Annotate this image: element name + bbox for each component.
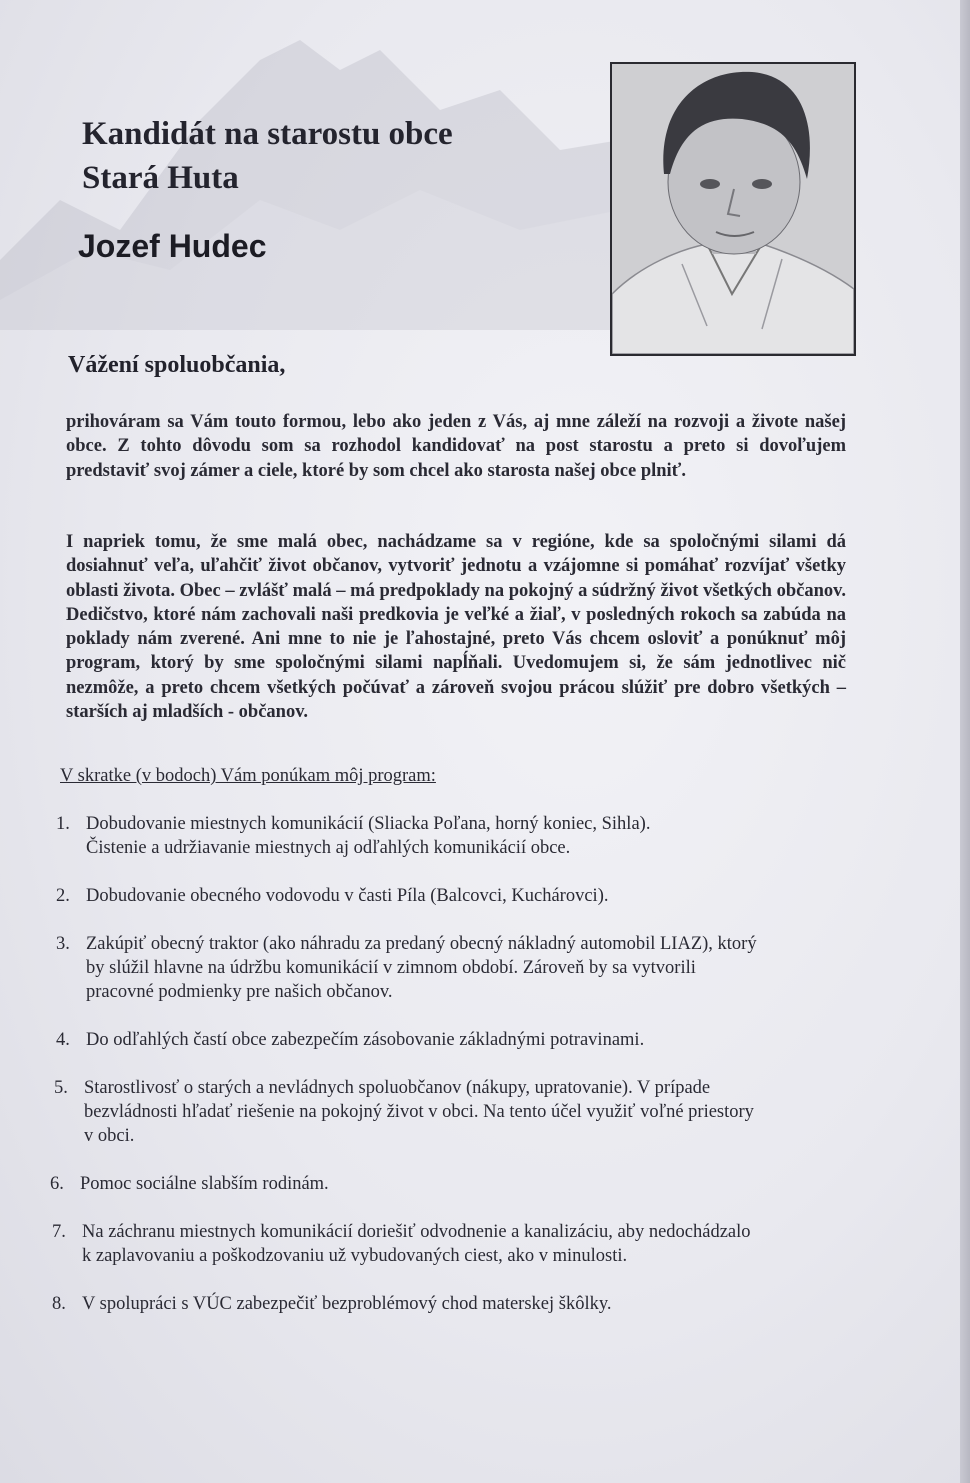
candidate-name: Jozef Hudec <box>78 228 267 264</box>
greeting: Vážení spoluobčania, <box>68 352 286 378</box>
item-line: k zaplavovaniu a poškodzovaniu už vybudovaných ciest, ako v minulosti. <box>82 1246 628 1266</box>
item-line: pracovné podmienky pre našich občanov. <box>86 982 393 1002</box>
list-item <box>56 1028 856 1052</box>
item-line: Starostlivosť o starých a nevládnych spoluobčanov (nákupy, upratovanie). V prípade <box>84 1078 711 1098</box>
list-item <box>56 884 856 908</box>
item-number: 3. <box>56 934 70 954</box>
item-line: by slúžil hlavne na údržbu komunikácií v zimnom období. Zároveň by sa vytvorili <box>86 958 696 978</box>
candidate-photo <box>610 62 856 356</box>
item-line: Dobudovanie obecného vodovodu v časti Píla (Balcovci, Kuchárovci). <box>86 886 609 906</box>
item-line: V spolupráci s VÚC zabezpečiť bezproblémový chod materskej škôlky. <box>82 1294 612 1314</box>
item-line: bezvládnosti hľadať riešenie na pokojný život v obci. Na tento účel využiť voľné priestory <box>84 1102 754 1122</box>
list-item <box>52 1292 852 1316</box>
intro-paragraph: prihováram sa Vám touto formou, lebo ako jeden z Vás, aj mne záleží na rozvoji a živote našej obce. Z tohto dôvodu som sa rozhodol kandidovať na post starostu a preto si dovoľujem predstaviť svoj zámer a ciele, ktoré by som chcel ako starosta našej obce plniť. <box>66 412 846 481</box>
item-number: 7. <box>52 1222 66 1242</box>
item-line: Dobudovanie miestnych komunikácií (Sliacka Poľana, horný koniec, Sihla). <box>86 814 651 834</box>
list-item <box>54 1076 854 1148</box>
item-line: v obci. <box>84 1126 135 1146</box>
item-number: 8. <box>52 1294 66 1314</box>
item-number: 4. <box>56 1030 70 1050</box>
title-line-2: Stará Huta <box>82 160 239 196</box>
item-line: Zakúpiť obecný traktor (ako náhradu za predaný obecný nákladný automobil LIAZ), ktorý <box>86 934 757 954</box>
list-item <box>50 1172 850 1196</box>
item-number: 5. <box>54 1078 68 1098</box>
program-heading: V skratke (v bodoch) Vám ponúkam môj program: <box>60 766 436 786</box>
item-line: Na záchranu miestnych komunikácií doriešiť odvodnenie a kanalizáciu, aby nedochádzalo <box>82 1222 751 1242</box>
list-item <box>56 812 856 860</box>
item-line: Čistenie a udržiavanie miestnych aj odľahlých komunikácií obce. <box>86 838 571 858</box>
page-title <box>82 112 453 200</box>
item-line: Do odľahlých častí obce zabezpečím zásobovanie základnými potravinami. <box>86 1030 645 1050</box>
item-line: Pomoc sociálne slabším rodinám. <box>80 1174 329 1194</box>
item-number: 6. <box>50 1174 64 1194</box>
body-paragraph: I napriek tomu, že sme malá obec, nachádzame sa v regióne, kde sa spoločnými silami dá dosiahnuť veľa, uľahčiť život občanov, vytvoriť jednotu a vzájomne si pomáhať rozvíjať všetky oblasti života. Obec – zvlášť malá – má predpoklady na pokojný a súdržný život všetkých občanov. Dedičstvo, ktoré nám zachovali naši predkovia je veľké a žiaľ, v posledných rokoch sa zabúda na poklady nám zverené. Ani mne to nie je ľahostajné, preto Vás chcem osloviť a ponúknuť môj program, ktorý by sme spoločnými silami napĺňali. Uvedomujem si, že sám jednotlivec nič nezmôže, a preto chcem všetkých počúvať a zároveň svojou prácou slúžiť pre dobro všetkých – starších aj mladších - občanov. <box>66 532 846 723</box>
list-item <box>56 932 856 1004</box>
paper-edge <box>960 0 970 1483</box>
list-item <box>52 1220 852 1268</box>
title-line-1: Kandidát na starostu obce <box>82 116 453 152</box>
portrait-image <box>612 64 854 354</box>
item-number: 1. <box>56 814 70 834</box>
item-number: 2. <box>56 886 70 906</box>
